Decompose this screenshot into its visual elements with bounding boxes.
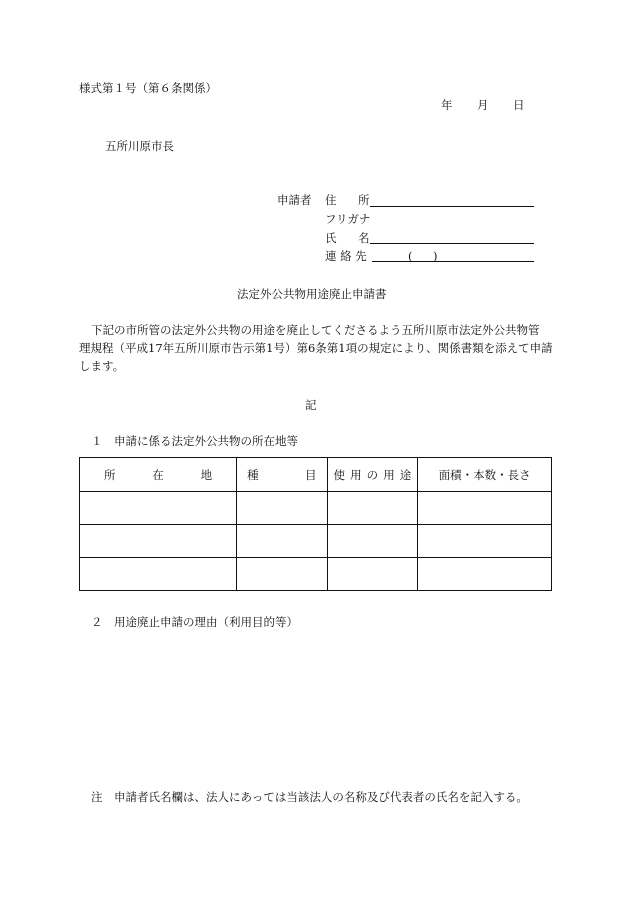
table-cell[interactable] — [327, 525, 418, 558]
header-location-char: 地 — [200, 467, 213, 482]
address-label-2: 所 — [358, 193, 370, 207]
table-row — [80, 558, 552, 591]
header-usage-char: 用 — [383, 467, 395, 482]
contact-paren-open: ( — [408, 249, 413, 263]
applicant-label: 申請者 — [277, 193, 312, 207]
address-label-1: 住 — [325, 193, 337, 207]
table-cell[interactable] — [237, 492, 327, 525]
header-area: 面積・本数・長さ — [418, 458, 552, 492]
table-cell[interactable] — [80, 525, 237, 558]
header-usage-char: 使 — [333, 467, 346, 482]
date-day-label: 日 — [513, 98, 525, 112]
table-header-row — [80, 458, 552, 492]
document-title: 法定外公共物用途廃止申請書 — [237, 287, 387, 301]
table-cell[interactable] — [327, 492, 418, 525]
header-location-char: 在 — [152, 467, 164, 482]
location-table — [79, 457, 552, 591]
body-line-1: 下記の市所管の法定外公共物の用途を廃止してくださるよう五所川原市法定外公共物管 — [91, 323, 540, 337]
name-label-2: 名 — [358, 231, 370, 245]
header-usage-char: 途 — [399, 467, 412, 482]
header-usage-char: 用 — [350, 467, 362, 482]
date-month-label: 月 — [477, 98, 489, 112]
header-category-char: 種 — [247, 467, 259, 482]
section2-heading: ２ 用途廃止申請の理由（利用目的等） — [91, 615, 298, 629]
header-usage-char: の — [366, 467, 379, 482]
table-cell[interactable] — [418, 525, 552, 558]
header-location — [80, 458, 237, 492]
date-year-label: 年 — [441, 98, 453, 112]
contact-label: 連 絡 先 — [325, 249, 367, 263]
furigana-label: フリガナ — [325, 212, 371, 226]
table-cell[interactable] — [327, 558, 418, 591]
body-line-3: します。 — [79, 359, 125, 373]
table-row — [80, 525, 552, 558]
ki-heading: 記 — [305, 398, 317, 412]
table-row — [80, 492, 552, 525]
address-field[interactable] — [370, 206, 534, 207]
table-cell[interactable] — [418, 558, 552, 591]
name-label-1: 氏 — [325, 231, 337, 245]
contact-paren-close: ) — [433, 249, 438, 263]
table-cell[interactable] — [237, 558, 327, 591]
table-cell[interactable] — [80, 558, 237, 591]
table-cell[interactable] — [418, 492, 552, 525]
section1-heading: １ 申請に係る法定外公共物の所在地等 — [91, 434, 298, 448]
header-location-char: 所 — [104, 467, 116, 482]
form-number: 様式第１号（第６条関係） — [79, 81, 217, 95]
header-category — [237, 458, 327, 492]
header-usage — [327, 458, 418, 492]
table-cell[interactable] — [80, 492, 237, 525]
name-field[interactable] — [370, 243, 534, 244]
contact-field[interactable] — [372, 261, 534, 262]
note: 注 申請者氏名欄は、法人にあっては当該法人の名称及び代表者の氏名を記入する。 — [91, 790, 528, 804]
table-cell[interactable] — [237, 525, 327, 558]
body-line-2: 理規程（平成17年五所川原市告示第1号）第6条第1項の規定により、関係書類を添えて申請 — [79, 341, 553, 355]
addressee: 五所川原市長 — [105, 139, 174, 153]
header-category-char: 目 — [305, 467, 317, 482]
